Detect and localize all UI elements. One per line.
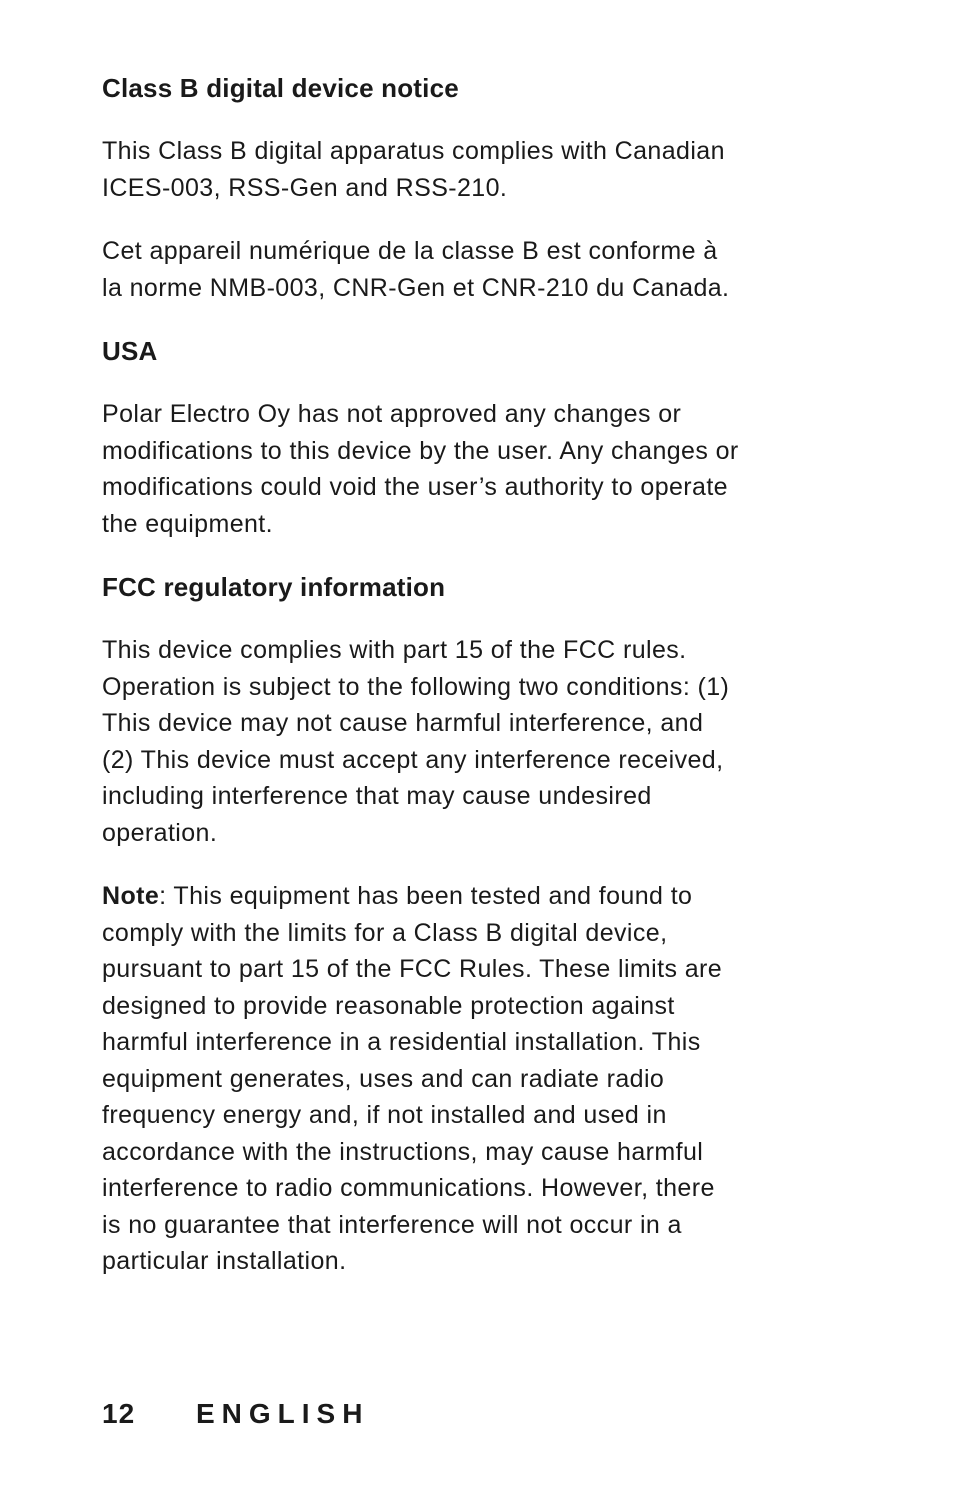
text-line: Polar Electro Oy has not approved any changes or <box>102 400 682 428</box>
note-text: : This equipment has been tested and found to <box>159 882 693 910</box>
document-page <box>102 70 802 1307</box>
text-line: modifications to this device by the user. Any changes or <box>102 436 739 465</box>
text-line <box>102 878 802 915</box>
paragraph-class-b-french <box>102 233 802 306</box>
paragraph-fcc <box>102 632 802 851</box>
text-line: the equipment. <box>102 509 273 538</box>
text-line: frequency energy and, if not installed and used in <box>102 1101 667 1129</box>
text-line: accordance with the instructions, may cause harmful <box>102 1137 704 1166</box>
text-line: pursuant to part 15 of the FCC Rules. These limits are <box>102 955 723 983</box>
text-line: including interference that may cause undesired <box>102 782 652 810</box>
page-footer <box>102 1394 369 1434</box>
heading-fcc: FCC regulatory information <box>102 572 446 602</box>
text-line: particular installation. <box>102 1247 347 1275</box>
text-line: Operation is subject to the following two conditions: (1) <box>102 672 730 701</box>
text-line: designed to provide reasonable protection against <box>102 991 675 1020</box>
text-line: harmful interference in a residential installation. This <box>102 1028 701 1056</box>
text-line: This Class B digital apparatus complies with Canadian <box>102 137 725 165</box>
paragraph-note <box>102 878 802 1280</box>
paragraph-class-b-english <box>102 133 802 206</box>
text-line: comply with the limits for a Class B digital device, <box>102 918 668 947</box>
page-number: 12 <box>102 1398 136 1429</box>
text-line: Cet appareil numérique de la classe B est conforme à <box>102 237 718 265</box>
section-fcc <box>102 569 802 851</box>
text-line: equipment generates, uses and can radiate radio <box>102 1064 665 1093</box>
paragraph-usa <box>102 396 802 542</box>
heading-usa: USA <box>102 336 158 366</box>
language-label: ENGLISH <box>196 1398 370 1429</box>
text-line: (2) This device must accept any interference received, <box>102 745 724 774</box>
text-line: This device may not cause harmful interference, and <box>102 709 704 737</box>
section-class-b <box>102 70 802 306</box>
note-label: Note <box>102 882 160 910</box>
text-line: This device complies with part 15 of the FCC rules. <box>102 636 687 664</box>
text-line: ICES-003, RSS-Gen and RSS-210. <box>102 173 508 202</box>
text-line: modifications could void the user’s authority to operate <box>102 473 728 501</box>
text-line: operation. <box>102 818 218 847</box>
heading-class-b: Class B digital device notice <box>102 73 459 103</box>
text-line: is no guarantee that interference will not occur in a <box>102 1210 682 1239</box>
section-usa <box>102 333 802 542</box>
text-line: la norme NMB-003, CNR-Gen et CNR-210 du Canada. <box>102 273 730 302</box>
text-line: interference to radio communications. However, there <box>102 1174 715 1202</box>
